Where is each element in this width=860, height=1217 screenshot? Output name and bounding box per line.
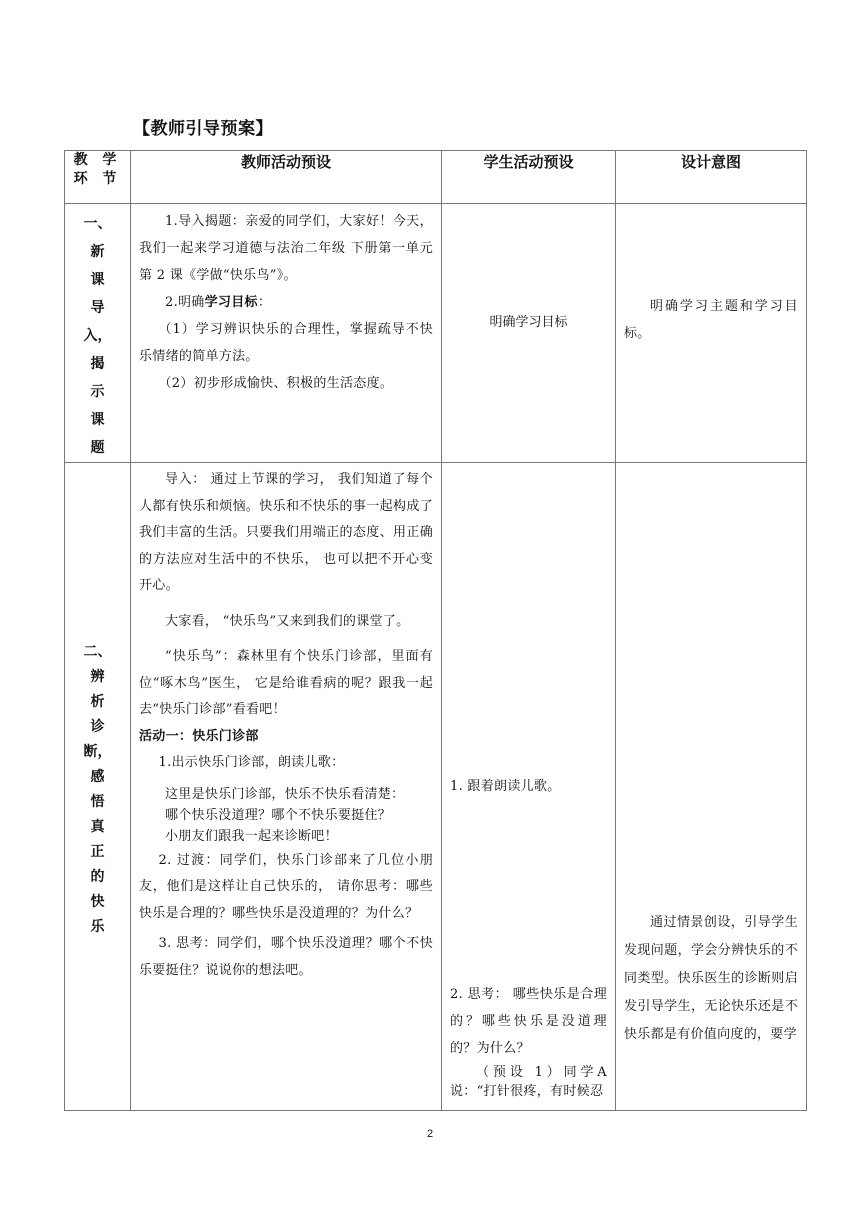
header-student: 学生活动预设: [442, 151, 616, 204]
teacher-text: 大家看， “快乐鸟”又来到我们的课堂了。: [165, 613, 410, 629]
stage-char: 揭: [90, 356, 105, 372]
stage-char: 入，: [83, 328, 112, 344]
student-text: 明确学习目标: [489, 314, 568, 330]
teacher-text: “快乐鸟”：森林里有个快乐门诊部，里面有位“啄木鸟”医生， 它是给谁看病的呢？跟我一起去“快乐门诊部”看看吧！: [139, 649, 433, 717]
teacher-text: 2. 过渡：同学们，快乐门诊部来了几位小朋友，他们是这样让自己快乐的， 请你思考：哪些快乐是合理的？哪些快乐是没道理的？为什么？: [139, 852, 433, 921]
activity-title: 活动一：快乐门诊部: [139, 728, 259, 744]
header-intent: 设计意图: [616, 151, 807, 204]
teacher-text: （1）学习辨识快乐的合理性，掌握疏导不快乐情绪的简单方法。: [139, 322, 433, 364]
student-text: 1. 跟着朗读儿歌。: [450, 779, 561, 794]
stage-char: 的: [90, 868, 105, 885]
stage-char: 析: [90, 693, 105, 710]
teacher-cell-2: [131, 463, 442, 1111]
table-row: [65, 463, 807, 1111]
poem-line: 哪个快乐没道理？哪个不快乐要挺住？: [165, 807, 392, 823]
page-title: 【教师引导预案】: [133, 119, 273, 139]
stage-char: 新: [90, 244, 105, 260]
intent-cell-2: [616, 463, 807, 1111]
poem-line: 小朋友们跟我一起来诊断吧！: [165, 828, 338, 844]
lesson-plan-table: [64, 150, 807, 1111]
text-run: 2.明确: [165, 295, 205, 310]
header-teacher: 教师活动预设: [131, 151, 442, 204]
teacher-text: 导入： 通过上节课的学习， 我们知道了每个人都有快乐和烦恼。快乐和不快乐的事一起构成了我们丰富的生活。只要我们用端正的态度、用正确的方法应对生活中的不快乐， 也可以把不开心变开心。: [139, 472, 433, 593]
stage-char: 悟: [90, 793, 105, 810]
teacher-text: （2）初步形成愉快、积极的生活态度。: [158, 376, 394, 391]
stage-char: 诊: [90, 718, 105, 735]
stage-char: 真: [90, 818, 105, 835]
stage-char: 感: [90, 768, 105, 785]
stage-cell-1: [65, 204, 131, 463]
stage-char: 正: [90, 843, 105, 860]
header-row: [65, 151, 807, 204]
stage-char: 快: [90, 893, 105, 910]
teacher-text: 3. 思考：同学们，哪个快乐没道理？哪个不快乐要挺住？说说你的想法吧。: [139, 936, 433, 978]
stage-char: 题: [90, 440, 105, 456]
stage-cell-2: [65, 463, 131, 1111]
intent-text: 通过情景创设，引导学生发现问题，学会分辨快乐的不同类型。快乐医生的诊断则启发引导学生，无论快乐还是不快乐都是有价值向度的，要学: [624, 915, 798, 1042]
stage-char: 课: [90, 412, 105, 428]
student-cell-1: [442, 204, 616, 463]
header-stage: 教 学 环 节: [65, 151, 131, 204]
stage-char: 课: [90, 272, 105, 288]
teacher-text: 1.导入揭题：亲爱的同学们，大家好！今天， 我们一起来学习道德与法治二年级 下册第一单元第 2 课《学做“快乐鸟”》。: [139, 214, 433, 283]
stage-char: 乐: [90, 918, 105, 935]
stage-char: 二、: [83, 643, 112, 660]
intent-cell-1: [616, 204, 807, 463]
student-cell-2: [442, 463, 616, 1111]
bold-run: 学习目标: [204, 295, 258, 310]
teacher-text: [139, 289, 433, 316]
teacher-text: 1.出示快乐门诊部，朗读儿歌：: [158, 755, 345, 770]
page-number: 2: [426, 1128, 434, 1140]
text-run: ：: [257, 295, 272, 310]
student-text: （预设 1）同学A说：“打针很疼，有时候忍: [450, 1065, 607, 1099]
stage-char: 导: [90, 300, 105, 316]
stage-char: 辨: [90, 668, 105, 685]
intent-text: 明确学习主题和学习目标。: [624, 299, 798, 341]
stage-char: 断，: [83, 743, 112, 760]
poem-line: 这里是快乐门诊部，快乐不快乐看清楚：: [165, 786, 405, 802]
teacher-cell-1: [131, 204, 442, 463]
table-row: [65, 204, 807, 463]
student-text: 2. 思考： 哪些快乐是合理的？哪些快乐是没道理的？为什么？: [450, 987, 607, 1056]
stage-char: 一、: [83, 216, 112, 232]
stage-char: 示: [90, 384, 105, 400]
